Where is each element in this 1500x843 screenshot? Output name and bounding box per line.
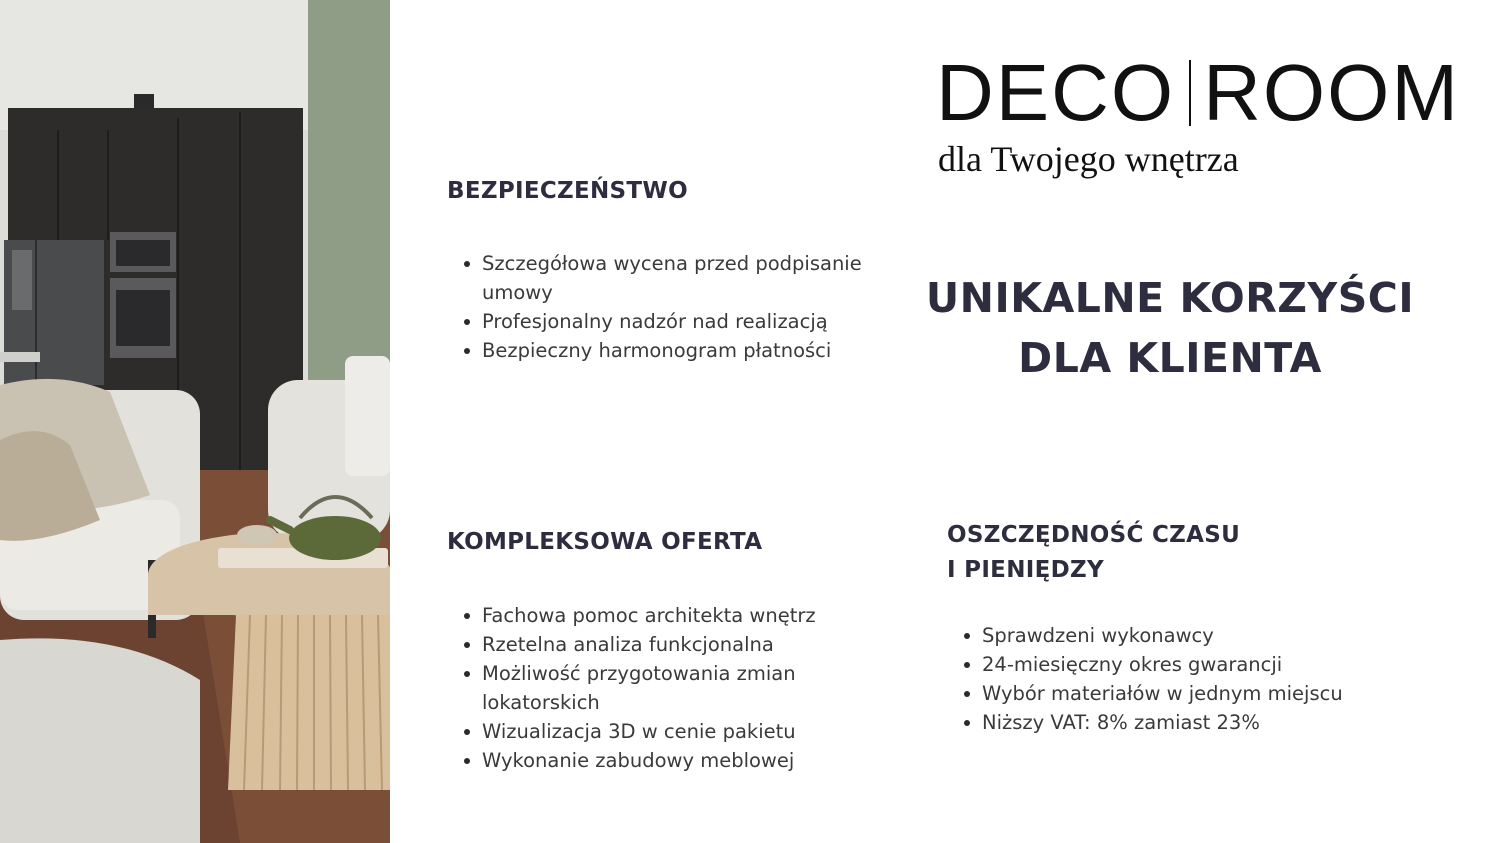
logo-tagline: dla Twojego wnętrza <box>938 139 1239 179</box>
list-item: Fachowa pomoc architekta wnętrz <box>447 601 867 630</box>
logo-wordmark <box>936 48 1461 137</box>
list-item: Możliwość przygotowania zmian lokatorskich <box>447 659 867 717</box>
list-item: Wizualizacja 3D w cenie pakietu <box>447 717 867 746</box>
section-title-line: BEZPIECZEŃSTWO <box>447 178 688 204</box>
section-title <box>447 174 867 209</box>
section-title-line: I PIENIĘDZY <box>947 557 1104 583</box>
list-item: 24-miesięczny okres gwarancji <box>947 650 1367 679</box>
benefit-list <box>447 601 867 775</box>
section-title <box>947 518 1367 588</box>
list-item: Szczegółowa wycena przed podpisanie umowy <box>447 249 867 307</box>
list-item: Rzetelna analiza funkcjonalna <box>447 630 867 659</box>
list-item: Sprawdzeni wykonawcy <box>947 621 1367 650</box>
section-title-line: OSZCZĘDNOŚĆ CZASU <box>947 522 1241 548</box>
title-line: UNIKALNE KORZYŚCI <box>925 274 1415 322</box>
benefit-list <box>947 621 1367 737</box>
logo-divider <box>1189 60 1191 126</box>
list-item: Bezpieczny harmonogram płatności <box>447 336 867 365</box>
benefit-section-offer <box>447 525 867 775</box>
page-title <box>900 268 1440 388</box>
title-line: DLA KLIENTA <box>1018 334 1322 382</box>
list-item: Wykonanie zabudowy meblowej <box>447 746 867 775</box>
section-title <box>447 525 867 560</box>
logo-deco: DECO <box>936 48 1176 137</box>
logo-room: ROOM <box>1203 48 1461 137</box>
benefit-list <box>447 249 867 365</box>
list-item: Niższy VAT: 8% zamiast 23% <box>947 708 1367 737</box>
benefit-section-safety <box>447 174 867 365</box>
list-item: Profesjonalny nadzór nad realizacją <box>447 307 867 336</box>
brand-logo <box>936 48 1461 186</box>
interior-photo <box>0 0 390 843</box>
benefit-section-savings <box>947 518 1367 737</box>
section-title-line: KOMPLEKSOWA OFERTA <box>447 529 763 555</box>
list-item: Wybór materiałów w jednym miejscu <box>947 679 1367 708</box>
